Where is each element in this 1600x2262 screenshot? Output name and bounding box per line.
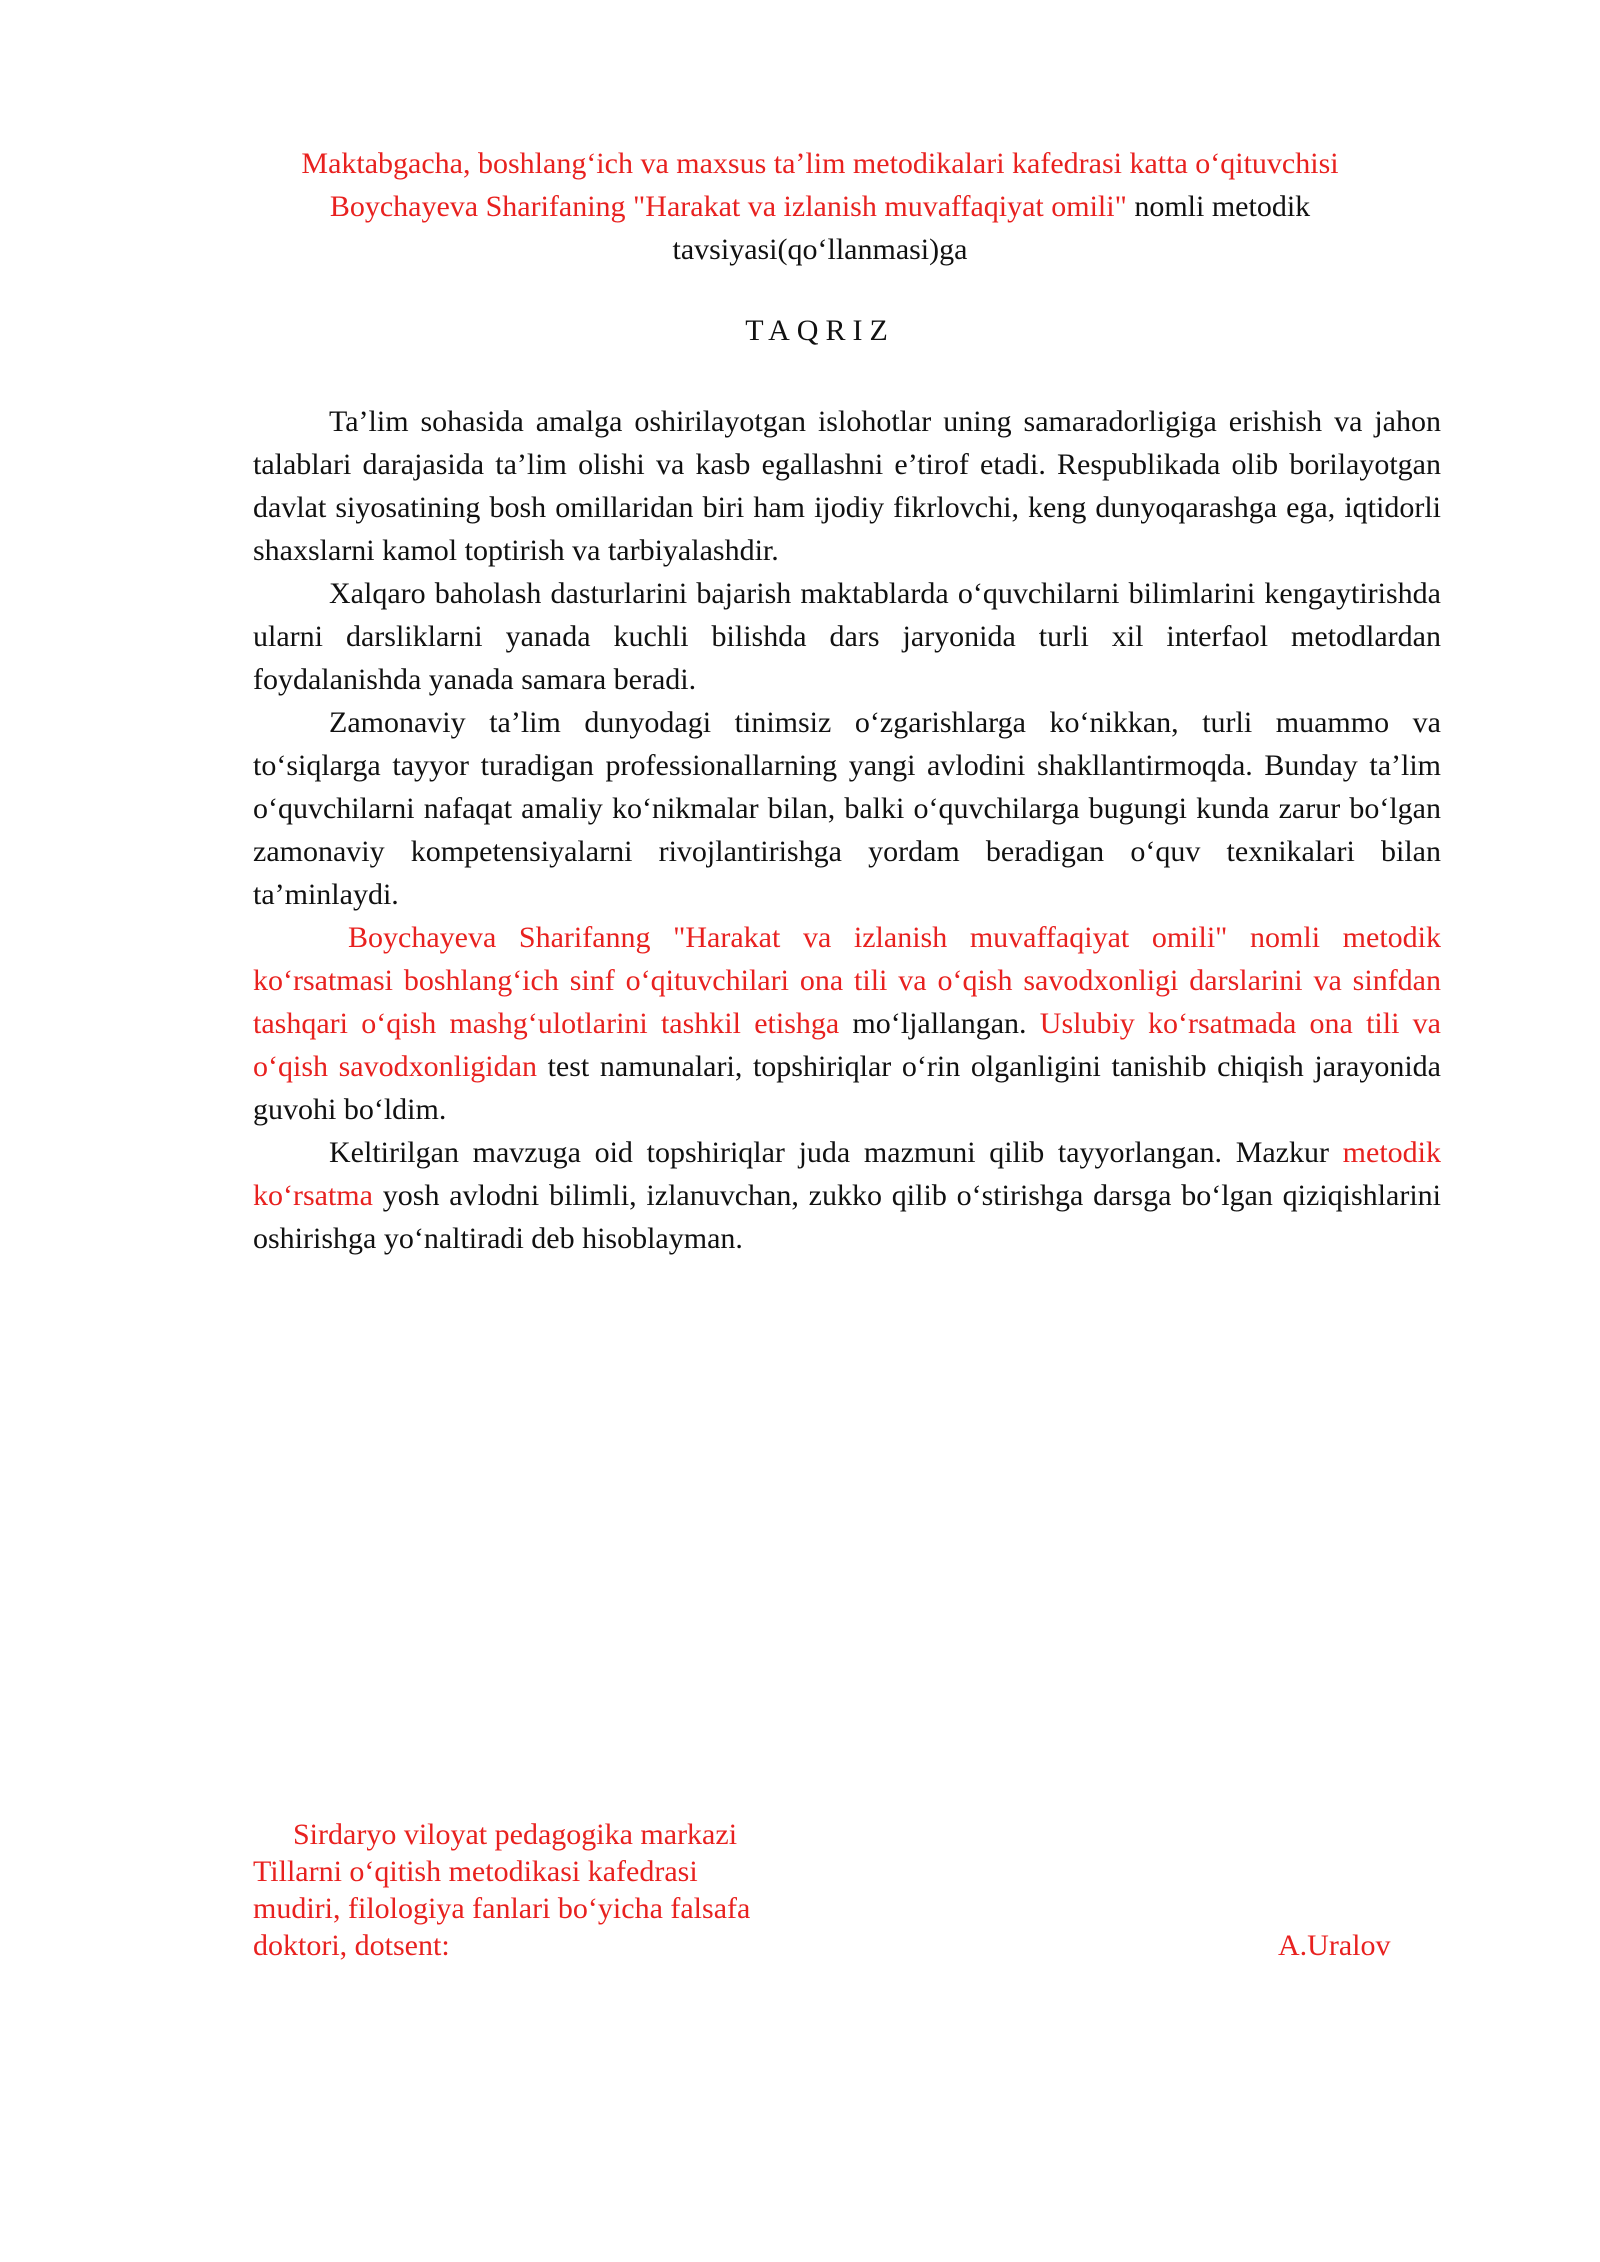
paragraph-4-text-2: test namunalari, topshiriqlar o‘rin olganligini tanishib chiqish jarayonida guvohi bo‘ldim. — [253, 1050, 1442, 1126]
paragraph-4-highlight-1: Boychayeva Sharifanng "Harakat va izlanish muvaffaqiyat omili" nomli metodik ko‘rsatmasi boshlang‘ich sinf o‘qituvchilari ona tili va o‘qish savodxonligi darslarini va sinfdan tashqari o‘qish mashg‘ulotlarini tashkil etishga — [253, 921, 1441, 1040]
header-line-3: tavsiyasi(qo‘llanmasi)ga — [672, 233, 968, 266]
signatory-name: A.Uralov — [1278, 1929, 1391, 1962]
signature-block — [253, 1816, 750, 1964]
paragraph-3: Zamonaviy ta’lim dunyodagi tinimsiz o‘zgarishlarga ko‘nikkan, turli muammo va to‘siqlarga tayyor turadigan professionallarning yangi avlodini shakllantirmoqda. Bunday ta’lim o‘quvchilarni nafaqat amaliy ko‘nikmalar bilan, balki o‘quvchilarga bugungi kunda zarur bo‘lgan zamonaviy kompetensiyalarni rivojlantirishga yordam beradigan o‘quv texnikalari bilan ta’minlaydi. — [253, 706, 1441, 911]
paragraph-5 — [253, 1131, 1441, 1260]
signature-line-2: Tillarni o‘qitish metodikasi kafedrasi — [253, 1855, 698, 1888]
document-title: TAQRIZ — [745, 314, 895, 347]
paragraph-1: Ta’lim sohasida amalga oshirilayotgan islohotlar uning samaradorligiga erishish va jahon talablari darajasida ta’lim olishi va kasb egallashni e’tirof etadi. Respublikada olib borilayotgan davlat siyosatining bosh omillaridan biri ham ijodiy fikrlovchi, keng dunyoqarashga ega, iqtidorli shaxslarni kamol toptirish va tarbiyalashdir. — [253, 405, 1441, 567]
paragraph-2: Xalqaro baholash dasturlarini bajarish maktablarda o‘quvchilarni bilimlarini kengaytirishda ularni darsliklarni yanada kuchli bilishda dars jaryonida turli xil interfaol metodlardan foydalanishda yanada samara beradi. — [253, 577, 1441, 696]
paragraph-4-text-1: mo‘ljallangan. — [839, 1007, 1040, 1040]
header-line-2-rest: nomli metodik — [1126, 190, 1311, 223]
paragraph-5-text-1: Keltirilgan mavzuga oid topshiriqlar juda mazmuni qilib tayyorlangan. Mazkur — [329, 1136, 1343, 1169]
signature-line-1: Sirdaryo viloyat pedagogika markazi — [293, 1818, 738, 1851]
header-line-2 — [240, 185, 1400, 228]
signature-line-4: doktori, dotsent: — [253, 1929, 450, 1962]
paragraph-5-text-2: yosh avlodni bilimli, izlanuvchan, zukko qilib o‘stirishga darsga bo‘lgan qiziqishlarini oshirishga yo‘naltiradi deb hisoblayman. — [253, 1179, 1441, 1255]
paragraph-4 — [253, 916, 1441, 1131]
header-line-2-highlight: Boychayeva Sharifaning "Harakat va izlanish muvaffaqiyat omili" — [329, 190, 1127, 223]
paragraph-4-highlight-2: Uslubiy ko‘rsatmada ona tili va o‘qish savodxonligidan — [253, 1007, 1441, 1083]
document-header — [240, 142, 1400, 271]
header-line-1: Maktabgacha, boshlang‘ich va maxsus ta’lim metodikalari kafedrasi katta o‘qituvchisi — [301, 147, 1339, 180]
document-body — [253, 400, 1441, 1260]
signature-line-3: mudiri, filologiya fanlari bo‘yicha falsafa — [253, 1892, 751, 1925]
paragraph-5-highlight: metodik ko‘rsatma — [253, 1136, 1441, 1212]
